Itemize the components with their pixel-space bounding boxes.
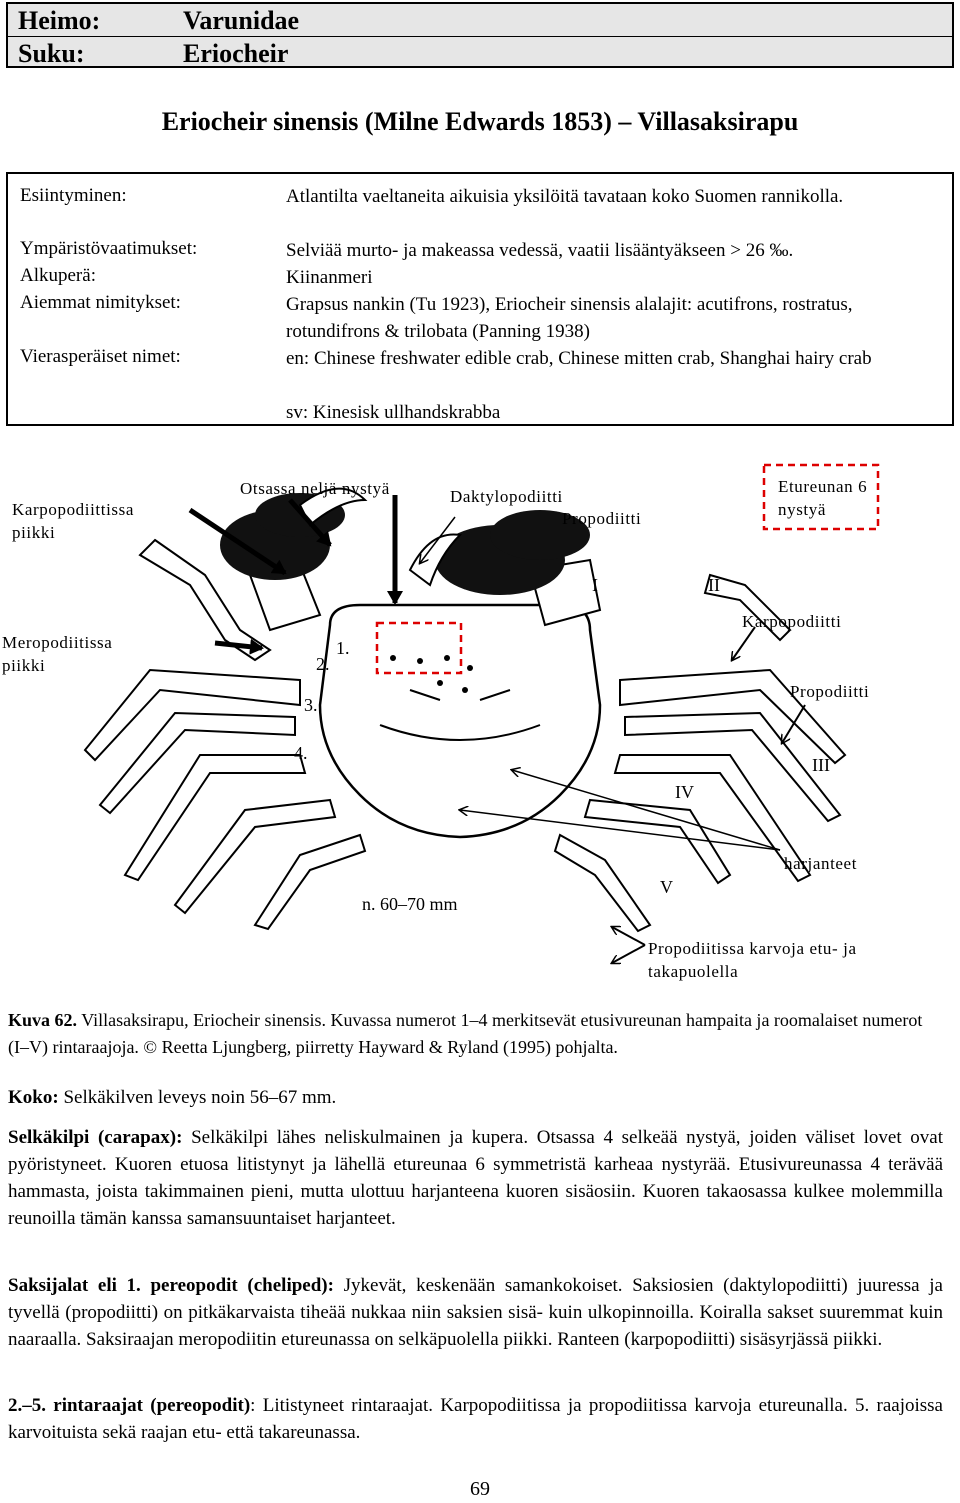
size-paragraph xyxy=(8,1084,943,1111)
legs-paragraph xyxy=(8,1392,943,1446)
dactylo-label: Daktylopodiitti xyxy=(450,487,563,506)
environment-value: Selviää murto- ja makeassa vedessä, vaatii lisääntyäkseen > 26 ‰. xyxy=(286,240,794,261)
leg-numeral-5: V xyxy=(660,877,673,897)
genus-row xyxy=(8,37,952,68)
caption-lead: Kuva 62. xyxy=(8,1010,78,1030)
claw-hair xyxy=(220,493,590,595)
page-number: 69 xyxy=(470,1478,490,1500)
leg-numeral-3: III xyxy=(812,755,830,775)
environment-label: Ympäristövaatimukset: xyxy=(20,238,198,259)
occurrence-value: Atlantilta vaeltaneita aikuisia yksilöitä tavataan koko Suomen rannikolla. xyxy=(286,186,844,207)
karpopodiitti-label: Karpopodiitti xyxy=(742,612,842,631)
foreign-names-sv: sv: Kinesisk ullhandskrabba xyxy=(286,402,501,423)
chelipeds-lead: Saksijalat eli 1. pereopodit (cheliped): xyxy=(8,1275,334,1296)
chelipeds-text: Jykevät, keskenään samankokoiset. Saksiosien (daktylopodiitti) juuressa ja tyvellä (propodiitti) on pitkäkarvaista tiheää nukkaa niin saksien sisä- kuin ulkopinnoilla. Koiralla sakset suuremmat kuin naaraalla. Saksiraajan meropodiitin etureunassa on selkäpuolella piikki. Ranteen (karpopodiitti) sisäsyrjässä piikki. xyxy=(8,1275,943,1350)
four-bumps-label: Otsassa neljä nystyä xyxy=(240,479,390,498)
carapace-text: Selkäkilpi lähes neliskulmainen ja kupera. Otsassa 4 selkeää nystyä, joiden väliset lovet ovat pyöristyneet. Kuoren etuosa litistynyt ja lähellä etureunaa 6 symmetristä karheaa nystyrää. Etusivureunassa 4 terävää hammasta, joista takimmainen pieni, mutta ulottuu harjanteena kuoren sisäosiin. Kuoren takaosassa kulkee molemmilla reunoilla tämän kanssa samansuuntaiset harjanteet. xyxy=(8,1127,943,1229)
occurrence-label: Esiintyminen: xyxy=(20,185,127,206)
origin-label: Alkuperä: xyxy=(20,265,96,286)
crab-figure xyxy=(0,455,960,995)
family-label: Heimo: xyxy=(18,6,101,35)
tooth-3: 3. xyxy=(304,695,318,715)
size-label: n. 60–70 mm xyxy=(362,894,458,914)
leg-numeral-2: II xyxy=(708,575,720,595)
front-bumps-label: Etureunan 6 nystyä xyxy=(778,477,868,519)
mero-spine-label: Meropodiitissa piikki xyxy=(2,633,113,675)
family-value: Varunidae xyxy=(183,6,300,35)
tooth-2: 2. xyxy=(316,654,330,674)
page-title: Eriocheir sinensis (Milne Edwards 1853) – Villasaksirapu xyxy=(161,107,799,136)
synonyms-value: Grapsus nankin (Tu 1923), Eriocheir sinensis alalajit: acutifrons, rostratus, rotundifrons & trilobata (Panning 1938) xyxy=(286,294,853,342)
figure-caption xyxy=(8,1007,943,1061)
crab-body xyxy=(85,540,845,931)
propodiitti-top-label: Propodiitti xyxy=(562,509,642,528)
genus-value: Eriocheir xyxy=(183,39,289,68)
legs-lead: 2.–5. rintaraajat (pereopodit) xyxy=(8,1395,251,1416)
legs-text: : Litistyneet rintaraajat. Karpopodiitissa ja propodiitissa karvoja etureunalla. 5. raajoissa karvoituista sekä raajan etu- että takareunassa. xyxy=(8,1395,943,1443)
foreign-names-en: en: Chinese freshwater edible crab, Chinese mitten crab, Shanghai hairy crab xyxy=(286,348,872,369)
size-lead: Koko: xyxy=(8,1087,59,1108)
taxonomy-header xyxy=(6,2,954,68)
tooth-1: 1. xyxy=(336,638,350,658)
carapace-lead: Selkäkilpi (carapax): xyxy=(8,1127,183,1148)
synonyms-label: Aiemmat nimitykset: xyxy=(20,292,181,313)
propodiitti-right-label: Propodiitti xyxy=(790,682,870,701)
caption-text: Villasaksirapu, Eriocheir sinensis. Kuvassa numerot 1–4 merkitsevät etusivureunan hampaita ja roomalaiset numerot (I–V) rintaraajoja. © Reetta Ljungberg, piirretty Hayward & Ryland (1995) pohjalta. xyxy=(8,1010,923,1057)
propo-hairs-label: Propodiitissa karvoja etu- ja takapuolella xyxy=(648,939,857,981)
chelipeds-paragraph xyxy=(8,1272,943,1353)
species-info-box xyxy=(6,172,954,426)
leg-numeral-4: IV xyxy=(675,782,694,802)
carapace-paragraph xyxy=(8,1124,943,1232)
origin-value: Kiinanmeri xyxy=(286,267,373,288)
ridges-label: harjanteet xyxy=(784,854,858,873)
family-row xyxy=(8,4,952,35)
carpo-spine-label: Karpopodiittissa piikki xyxy=(12,500,134,542)
genus-label: Suku: xyxy=(18,39,85,68)
tooth-4: 4. xyxy=(294,743,308,763)
leg-numeral-1: I xyxy=(592,575,598,595)
foreign-names-label: Vierasperäiset nimet: xyxy=(20,346,181,367)
size-text: Selkäkilven leveys noin 56–67 mm. xyxy=(58,1087,337,1108)
